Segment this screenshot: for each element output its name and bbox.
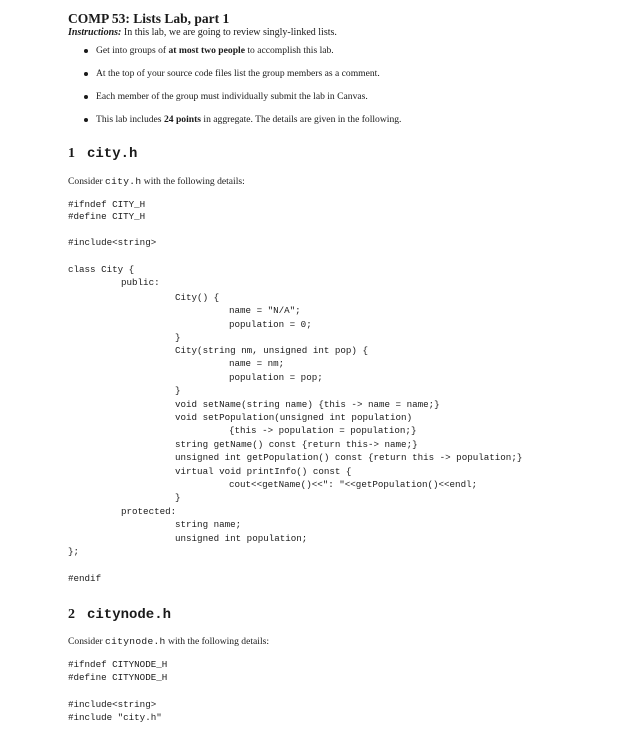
code-line: public: (121, 277, 160, 288)
code-line: #define CITY_H (68, 211, 146, 222)
code-line: #include<string> (68, 237, 157, 248)
code-line: void setPopulation(unsigned int population) (175, 412, 413, 423)
page-title: COMP 53: Lists Lab, part 1 (68, 11, 230, 26)
code-line: unsigned int population; (175, 533, 308, 544)
code-line: name = "N/A"; (229, 305, 301, 316)
code-line: protected: (121, 506, 177, 517)
code-line: } (175, 385, 181, 396)
instructions-text: In this lab, we are going to review singly-linked lists. (121, 27, 337, 38)
code-line: population = 0; (229, 319, 312, 330)
code-line: string name; (175, 519, 242, 530)
code-line: #endif (68, 573, 102, 584)
code-line: #ifndef CITYNODE_H (68, 659, 168, 670)
code-line: City(string nm, unsigned int pop) { (175, 345, 368, 356)
code-line: City() { (175, 292, 220, 303)
code-line: {this -> population = population;} (229, 425, 417, 436)
list-item: This lab includes 24 points in aggregate. The details are given in the following. (84, 114, 401, 126)
code-line: } (175, 492, 181, 503)
code-line: unsigned int getPopulation() const {return this -> population;} (175, 452, 523, 463)
code-line: #include "city.h" (68, 712, 162, 723)
code-line: }; (68, 546, 80, 557)
code-line: population = pop; (229, 372, 323, 383)
instructions-label: Instructions: (68, 27, 122, 38)
code-line: #include<string> (68, 699, 157, 710)
code-line: name = nm; (229, 358, 285, 369)
code-line: void setName(string name) {this -> name = name;} (175, 399, 440, 410)
code-line: string getName() const {return this-> name;} (175, 439, 418, 450)
list-item: Each member of the group must individually submit the lab in Canvas. (84, 91, 401, 103)
list-item: At the top of your source code files list the group members as a comment. (84, 68, 401, 80)
code-line: cout<<getName()<<": "<<getPopulation()<<endl; (229, 479, 478, 490)
code-line: virtual void printInfo() const { (175, 466, 352, 477)
section-1-intro: Consider city.h with the following details: (68, 176, 245, 187)
section-heading-2: 2 citynode.h (68, 607, 172, 623)
code-line: #ifndef CITY_H (68, 199, 146, 210)
section-heading-1: 1 city.h (68, 146, 138, 162)
instruction-list (84, 45, 401, 137)
code-line: } (175, 332, 181, 343)
section-2-intro: Consider citynode.h with the following details: (68, 636, 270, 647)
code-line: class City { (68, 264, 135, 275)
instructions (68, 27, 337, 38)
list-item: Get into groups of at most two people to accomplish this lab. (84, 45, 401, 57)
code-line: #define CITYNODE_H (68, 672, 168, 683)
